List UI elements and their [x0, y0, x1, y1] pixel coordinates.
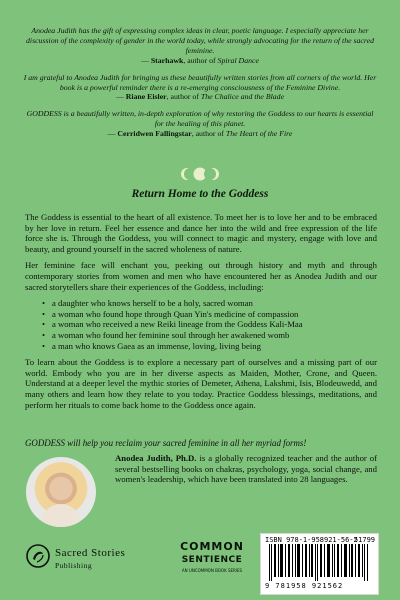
endorsement-work: The Heart of the Fire [225, 129, 293, 139]
endorsement-quote: I am grateful to Anodea Judith for bringing us these beautifully written stories from all corners of the world. Her book is a powerful reminder there is a re-emerging consciousness of the Feminine Divine. [23, 72, 377, 92]
barcode-bars [267, 544, 373, 581]
isbn13-digits: 9 781958 921562 [265, 582, 344, 590]
attribution-prefix: author of [187, 55, 216, 65]
endorsement-attribution: — Cerridwen Fallingstar, author of The Heart of the Fire [107, 129, 293, 139]
paragraph: To learn about the Goddess is to explore a necessary part of ourselves and a missing part of our world. Embody who you are in her diverse aspects as Maiden, Mother, Crone, and Queen. Understand at a deeper level the mythic stories of Demeter, Athena, Lakshmi, Isis, Blodeuwedd, and many others and learn how they relate to you today. Practice Goddess blessings, meditations, and perform her rituals to come back home to the Goddess once again. [25, 357, 377, 410]
bio-text: is a globally recognized teacher and the author of several bestselling books on chakras, psychology, yoga, social change, and women's leadership, which have been translated into 28 languages. [115, 453, 378, 485]
endorsement-attribution: — Riane Eisler, author of The Chalice and the Blade [115, 92, 285, 102]
endorsement-work: The Chalice and the Blade [200, 92, 285, 102]
endorsement-attribution: — Starhawk, author of Spiral Dance [141, 55, 259, 65]
list-item: • a woman who found hope through Quan Yin's medicine of compassion [52, 309, 377, 320]
list-item: • a man who knows Gaea as an immense, loving, living being [52, 341, 377, 352]
endorsement-work: Spiral Dance [217, 55, 259, 65]
price-code: 51799 [353, 536, 375, 544]
series-line-1: COMMON [180, 540, 244, 553]
attribution-prefix: author of [170, 92, 199, 102]
sacred-stories-logo-icon [25, 543, 51, 569]
publisher-sub: Publishing [55, 561, 93, 570]
publisher-logo [25, 541, 145, 591]
endorsement-author: Cerridwen Fallingstar [117, 129, 192, 139]
endorsement [22, 26, 378, 66]
endorsement [22, 73, 378, 103]
endorsements [22, 26, 378, 146]
story-list [25, 298, 377, 351]
endorsement-quote: Anodea Judith has the gift of expressing complex ideas in clear, poetic language. I especially appreciate her discussion of the complexity of gender in the world today, while strongly advocating for the return of the sacred feminine. [26, 26, 374, 55]
author-bio [115, 453, 377, 485]
isbn-text: ISBN 978-1-958921-56-2 [265, 536, 358, 544]
endorsement [22, 109, 378, 139]
paragraph: The Goddess is essential to the heart of all existence. To meet her is to love her and to be embraced by her love in return. Feel her essence and dance her into the wild and free expression of the life force she is. Through the Goddess, you will connect to magic and mystery, engage with love and beauty, and ground yourself in the sacred wholeness of nature. [25, 212, 377, 254]
series-line-2: SENTIENCE [181, 555, 243, 565]
list-item: • a daughter who knows herself to be a holy, sacred woman [52, 298, 377, 309]
triple-moon-icon [175, 166, 225, 182]
endorsement-quote: GODDESS is a beautifully written, in-depth exploration of why restoring the Goddess to our hearts is essential for the healing of this planet. [26, 109, 374, 129]
list-item: • a woman who received a new Reiki lineage from the Goddess Kali-Maa [52, 319, 377, 330]
publisher-name: Sacred Stories [55, 547, 126, 559]
attribution-prefix: author of [195, 129, 224, 139]
closing-line: GODDESS will help you reclaim your sacred feminine in all her myriad forms! [25, 438, 307, 448]
series-tagline: AN UNCOMMON BOOK SERIES [181, 568, 243, 573]
isbn-barcode [260, 533, 379, 595]
list-item: • a woman who found her feminine soul through her awakened womb [52, 330, 377, 341]
author-photo [26, 457, 96, 527]
endorsement-author: Starhawk [150, 55, 184, 65]
paragraph: Her feminine face will enchant you, peeking out through history and myth and through contemporary stories from women and men who have encountered her as Anodea Judith and our sacred storytellers share their experiences of the Goddess, including: [25, 260, 377, 292]
series-logo [176, 540, 248, 592]
description [25, 212, 377, 416]
author-name: Anodea Judith, Ph.D. [115, 453, 197, 463]
section-heading: Return Home to the Goddess [131, 188, 269, 200]
endorsement-author: Riane Eisler [125, 92, 167, 102]
